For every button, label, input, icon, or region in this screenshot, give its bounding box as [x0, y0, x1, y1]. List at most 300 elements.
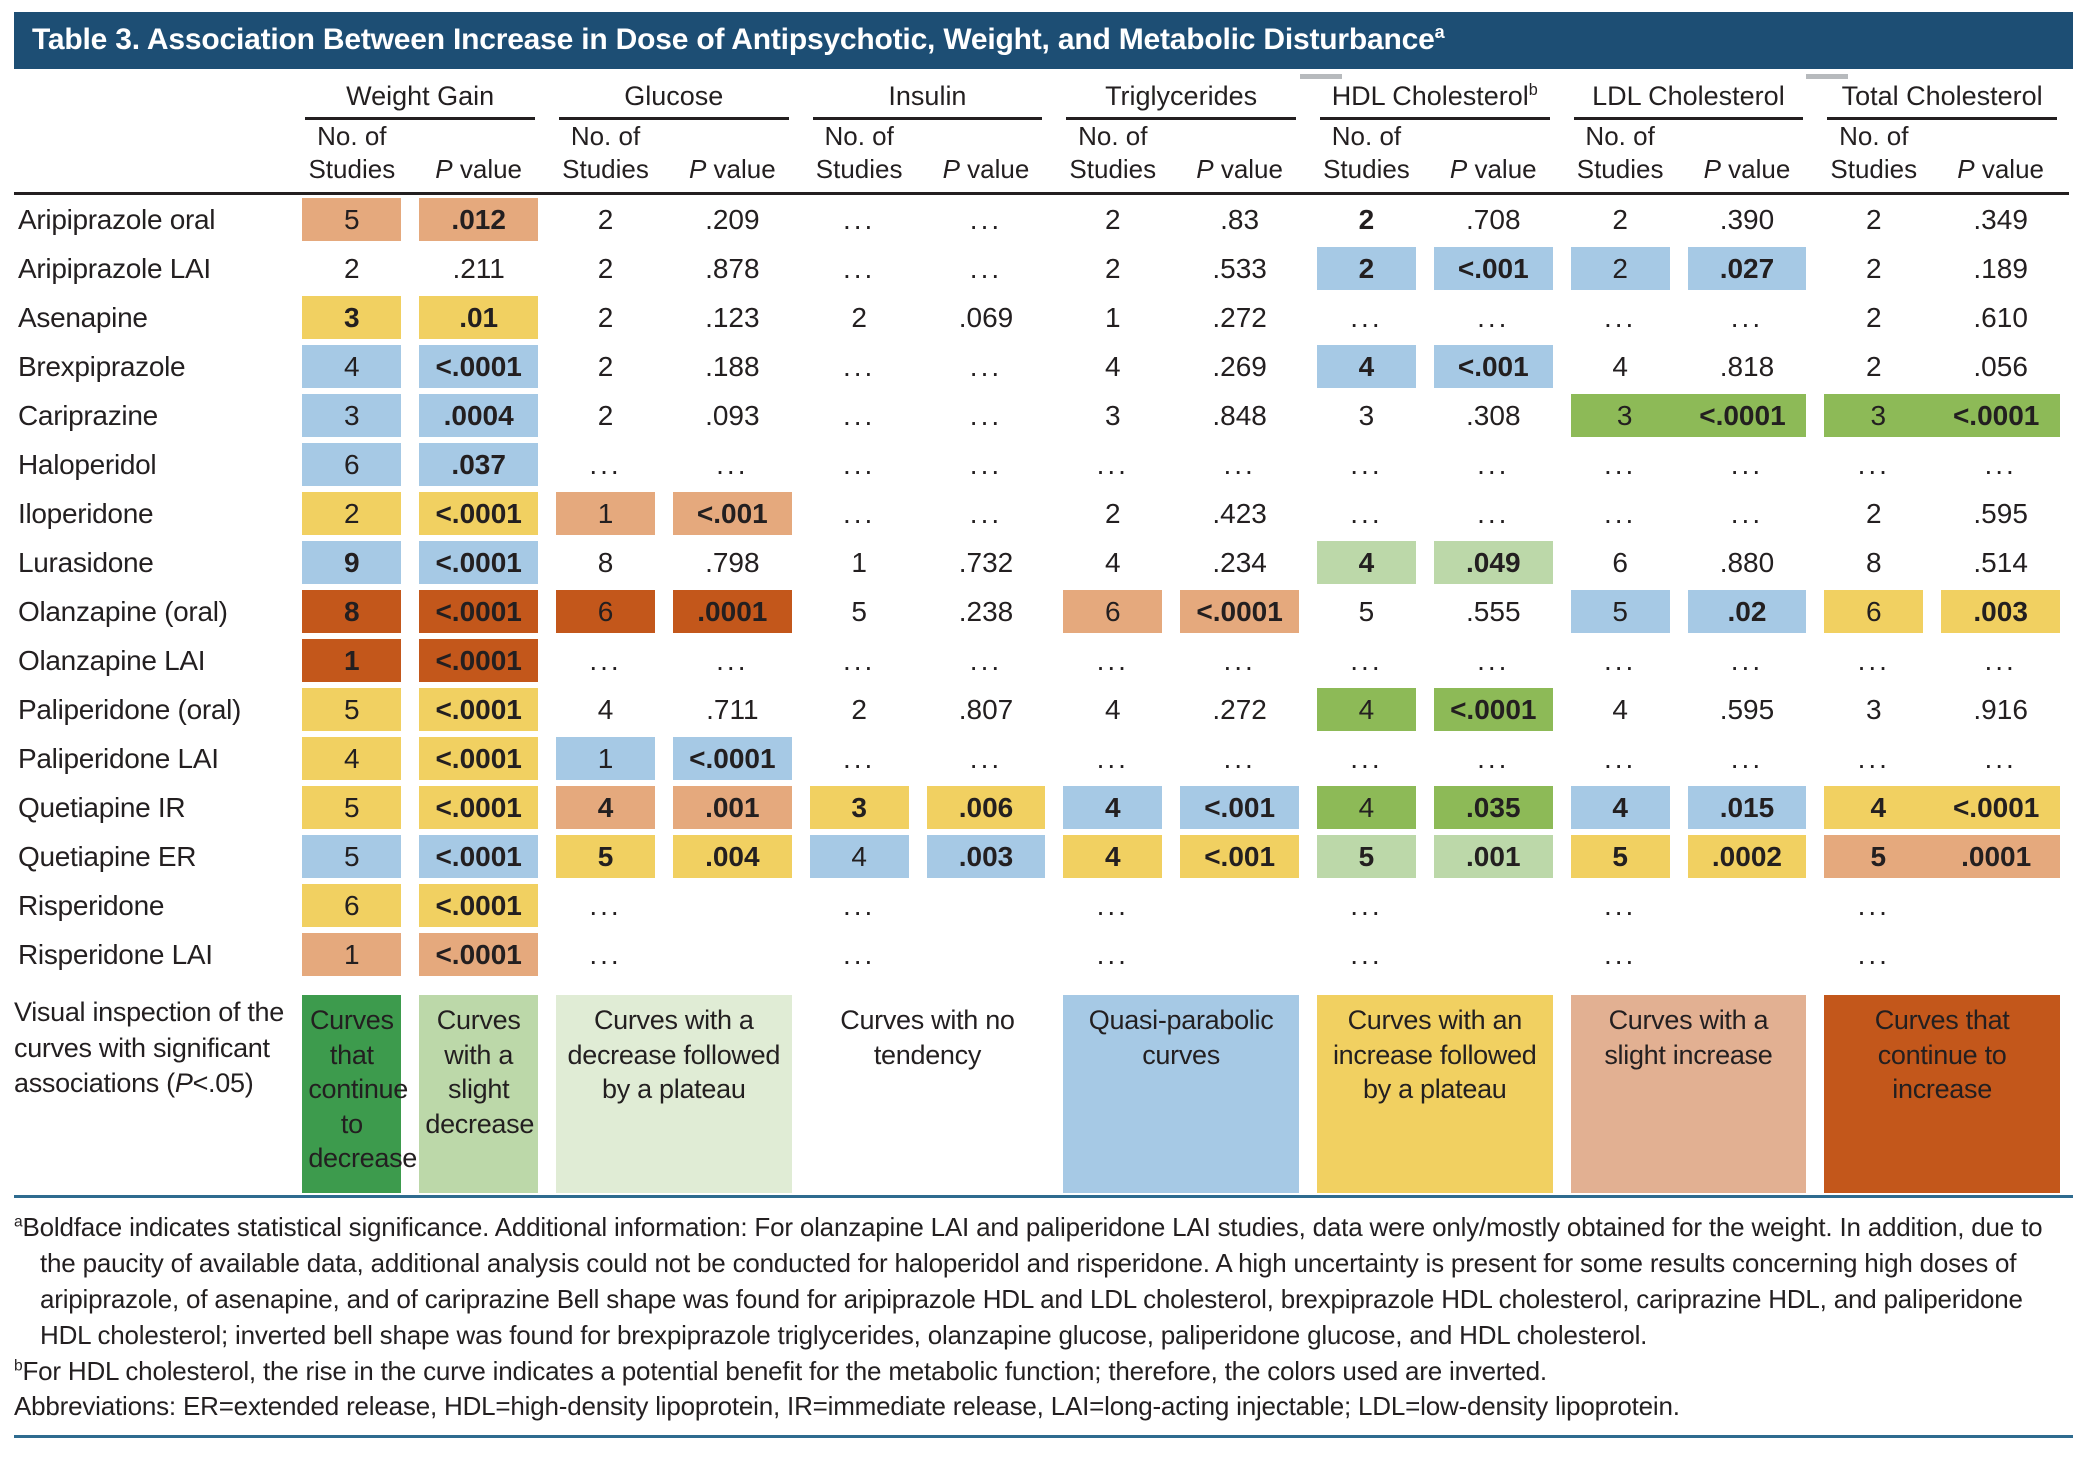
cell-value: <.0001: [1679, 394, 1807, 437]
legend-cell: [410, 979, 547, 1193]
studies-subheader-line2: Studies: [1576, 153, 1664, 184]
data-cell: [664, 440, 801, 489]
pvalue-word: value: [1213, 153, 1283, 184]
cell-value: 8: [302, 590, 401, 633]
data-cell: [664, 587, 801, 636]
group-header-label: [813, 81, 1043, 120]
data-cell: [664, 194, 801, 245]
cell-value: 3: [1824, 394, 1932, 437]
data-cell: [1171, 636, 1308, 685]
legend-box: Curves with an increase followed by a plateau: [1317, 995, 1553, 1193]
artifact-dash-total: [1806, 74, 1848, 79]
pvalue-word: value: [1974, 153, 2045, 184]
data-cell: [1562, 734, 1679, 783]
data-cell: [1425, 489, 1562, 538]
data-cell: [1932, 293, 2069, 342]
cell-value: .093: [705, 400, 760, 431]
data-cell: [1054, 930, 1171, 979]
table-bottom-rule: [14, 1435, 2073, 1438]
cell-value: .83: [1220, 204, 1260, 235]
data-cell: [1054, 587, 1171, 636]
data-cell: [1679, 194, 1816, 245]
corner-blank: [14, 79, 293, 120]
cell-value: ...: [969, 449, 1003, 480]
legend-box: Curves with a slight decrease: [419, 995, 538, 1193]
cell-value: <.0001: [1932, 394, 2060, 437]
studies-subheader: [1308, 120, 1425, 194]
table-row: [14, 930, 2069, 979]
data-cell: [1171, 685, 1308, 734]
data-cell: [1054, 734, 1171, 783]
data-cell: [1425, 685, 1562, 734]
cell-value: .0004: [419, 394, 538, 437]
cell-value: 1: [1105, 302, 1121, 333]
cell-value: <.0001: [419, 933, 538, 976]
cell-value: ...: [1603, 302, 1637, 333]
studies-subheader-line1: No. of: [1585, 121, 1655, 151]
cell-value: ...: [969, 351, 1003, 382]
data-cell: [1562, 194, 1679, 245]
data-cell: [1171, 244, 1308, 293]
cell-value: [1434, 933, 1553, 976]
data-cell: [1932, 440, 2069, 489]
pvalue-word: value: [959, 153, 1030, 184]
footnotes: [14, 1210, 2073, 1425]
cell-value: .848: [1212, 400, 1267, 431]
data-cell: [1679, 832, 1816, 881]
data-cell: [293, 293, 410, 342]
data-cell: [1562, 881, 1679, 930]
cell-value: 3: [1571, 394, 1679, 437]
cell-value: .006: [927, 786, 1046, 829]
data-cell: [1932, 832, 2069, 881]
data-cell: [1308, 440, 1425, 489]
cell-value: 1: [302, 639, 401, 682]
data-cell: [1679, 538, 1816, 587]
data-cell: [1171, 832, 1308, 881]
data-cell: [1562, 489, 1679, 538]
data-cell: [664, 636, 801, 685]
data-cell: [801, 783, 918, 832]
cell-value: ...: [1096, 645, 1129, 676]
cell-value: ...: [1603, 890, 1637, 921]
data-cell: [801, 832, 918, 881]
cell-value: 4: [1612, 694, 1628, 725]
cell-value: ...: [1603, 449, 1637, 480]
cell-value: ...: [1730, 302, 1764, 333]
cell-value: ...: [842, 645, 876, 676]
cell-value: ...: [1477, 498, 1510, 529]
studies-subheader-line2: Studies: [1069, 153, 1157, 184]
data-cell: [547, 832, 664, 881]
group-header-label: [1827, 81, 2057, 120]
data-cell: [547, 685, 664, 734]
data-cell: [1425, 636, 1562, 685]
data-cell: [1054, 293, 1171, 342]
cell-value: 4: [1317, 541, 1416, 584]
data-cell: [293, 440, 410, 489]
table-row: [14, 342, 2069, 391]
studies-subheader: [1562, 120, 1679, 194]
cell-value: .708: [1466, 204, 1521, 235]
drug-name: Paliperidone LAI: [18, 742, 219, 774]
data-cell: [918, 636, 1055, 685]
cell-value: .003: [927, 835, 1046, 878]
data-cell: [801, 194, 918, 245]
cell-value: 4: [1063, 835, 1162, 878]
footnote-abbreviations: Abbreviations: ER=extended release, HDL=high-density lipoprotein, IR=immediate release, LAI=long-acting injectable; LDL=low-density lipoprotein.: [14, 1391, 1680, 1422]
cell-value: <.0001: [1434, 688, 1553, 731]
data-cell: [1932, 489, 2069, 538]
cell-value: .234: [1212, 547, 1267, 578]
pvalue-subheader: [1425, 120, 1562, 194]
cell-value: ...: [716, 645, 749, 676]
cell-value: .390: [1719, 204, 1775, 235]
cell-value: <.0001: [419, 786, 538, 829]
cell-value: 4: [1105, 547, 1121, 578]
data-cell: [547, 538, 664, 587]
data-cell: [547, 930, 664, 979]
data-cell: [1679, 685, 1816, 734]
cell-value: .004: [673, 835, 792, 878]
data-cell: [801, 685, 918, 734]
studies-subheader-line2: Studies: [308, 153, 396, 184]
drug-name: Risperidone: [18, 889, 165, 921]
data-cell: [293, 342, 410, 391]
cell-value: .798: [705, 547, 760, 578]
cell-value: 2: [597, 351, 614, 382]
cell-value: 2: [597, 302, 614, 333]
group-header-label: [559, 81, 789, 120]
cell-value: ...: [1730, 498, 1764, 529]
cell-value: 5: [1571, 835, 1670, 878]
data-cell: [918, 832, 1055, 881]
cell-value: .0001: [1932, 835, 2060, 878]
cell-value: ...: [1984, 449, 2017, 480]
cell-value: .189: [1973, 253, 2028, 284]
data-cell: [664, 244, 801, 293]
pvalue-subheader: [918, 120, 1055, 194]
cell-value: 2: [597, 253, 614, 284]
cell-value: ...: [842, 743, 876, 774]
table-row: [14, 538, 2069, 587]
data-cell: [801, 244, 918, 293]
cell-value: 4: [302, 345, 401, 388]
cell-value: 2: [597, 400, 614, 431]
table-row: [14, 489, 2069, 538]
cell-value: .02: [1688, 590, 1807, 633]
cell-value: .01: [419, 296, 538, 339]
group-header-text: Insulin: [888, 81, 967, 111]
data-cell: [1308, 930, 1425, 979]
studies-subheader-line1: No. of: [570, 121, 641, 151]
cell-value: ...: [969, 400, 1003, 431]
legend-label-pre: Visual inspection of the curves with significant associations (: [14, 997, 284, 1099]
group-header: [1815, 79, 2069, 120]
cell-value: ...: [1477, 449, 1510, 480]
cell-value: ...: [1350, 449, 1383, 480]
data-cell: [1815, 538, 1932, 587]
cell-value: ...: [969, 645, 1003, 676]
cell-value: 5: [851, 596, 867, 627]
studies-subheader-line1: No. of: [824, 121, 894, 151]
data-cell: [547, 636, 664, 685]
cell-value: .037: [419, 443, 538, 486]
cell-value: .069: [958, 302, 1014, 333]
cell-value: <.0001: [419, 492, 538, 535]
cell-value: 2: [1571, 247, 1670, 290]
table-title-bar: [14, 12, 2073, 69]
cell-value: ...: [1857, 743, 1890, 774]
cell-value: 5: [1358, 596, 1375, 627]
data-cell: [293, 391, 410, 440]
group-header: [1308, 79, 1562, 120]
cell-value: 4: [1317, 786, 1416, 829]
drug-name: Quetiapine ER: [18, 840, 197, 872]
data-cell: [801, 440, 918, 489]
cell-value: 4: [810, 835, 909, 878]
data-cell: [293, 832, 410, 881]
data-cell: [1815, 734, 1932, 783]
data-cell: [410, 244, 547, 293]
data-cell: [1308, 489, 1425, 538]
data-cell: [1562, 587, 1679, 636]
table-row: [14, 636, 2069, 685]
group-header-superscript: b: [1528, 81, 1538, 99]
data-cell: [664, 293, 801, 342]
cell-value: 6: [302, 884, 401, 927]
studies-subheader: [1815, 120, 1932, 194]
data-cell: [801, 489, 918, 538]
cell-value: ...: [589, 645, 622, 676]
data-cell: [801, 930, 918, 979]
data-cell: [1679, 881, 1816, 930]
data-cell: [1815, 832, 1932, 881]
data-cell: [1425, 734, 1562, 783]
table-row: [14, 832, 2069, 881]
data-cell: [801, 538, 918, 587]
drug-name: Olanzapine LAI: [18, 644, 206, 676]
data-cell: [1425, 832, 1562, 881]
drug-name: Paliperidone (oral): [18, 693, 242, 725]
footnote-b: [14, 1354, 2073, 1390]
data-cell: [1054, 783, 1171, 832]
data-cell: [1171, 783, 1308, 832]
pvalue-word: value: [706, 153, 776, 184]
pvalue-subheader: [1171, 120, 1308, 194]
cell-value: 2: [1358, 204, 1375, 235]
legend-label-post: <.05): [192, 1068, 254, 1099]
data-cell: [410, 881, 547, 930]
drug-name: Asenapine: [18, 301, 148, 333]
drug-name: Quetiapine IR: [18, 791, 186, 823]
data-cell: [410, 783, 547, 832]
data-cell: [293, 538, 410, 587]
data-cell: [1054, 440, 1171, 489]
cell-value: 2: [1105, 253, 1121, 284]
legend-cell: [801, 979, 1055, 1193]
cell-value: 4: [1612, 351, 1628, 382]
cell-value: 5: [1571, 590, 1670, 633]
studies-subheader: [801, 120, 918, 194]
data-cell: [547, 489, 664, 538]
cell-value: .209: [705, 204, 760, 235]
data-cell: [1171, 293, 1308, 342]
data-cell: [801, 587, 918, 636]
cell-value: 2: [1105, 498, 1121, 529]
data-cell: [547, 244, 664, 293]
cell-value: <.0001: [419, 590, 538, 633]
cell-value: ...: [1223, 743, 1256, 774]
cell-value: ...: [1350, 498, 1383, 529]
data-cell: [547, 734, 664, 783]
cell-value: 8: [1865, 547, 1882, 578]
cell-value: .880: [1719, 547, 1775, 578]
cell-value: ...: [1223, 449, 1256, 480]
data-cell: [1932, 194, 2069, 245]
data-cell: [1308, 685, 1425, 734]
group-header-text: Triglycerides: [1105, 81, 1258, 111]
data-cell: [1562, 440, 1679, 489]
cell-value: 4: [556, 786, 655, 829]
pvalue-p: P: [1957, 153, 1975, 184]
table-row: [14, 293, 2069, 342]
cell-value: ...: [1730, 645, 1764, 676]
cell-value: ...: [842, 449, 876, 480]
cell-value: 4: [1571, 786, 1670, 829]
cell-value: ...: [589, 449, 622, 480]
cell-value: 3: [1105, 400, 1121, 431]
cell-value: ...: [1477, 302, 1510, 333]
data-cell: [664, 881, 801, 930]
data-cell: [1054, 685, 1171, 734]
footnote-a: [14, 1210, 2073, 1354]
data-cell: [547, 391, 664, 440]
cell-value: .012: [419, 198, 538, 241]
studies-subheader-line2: Studies: [562, 153, 649, 184]
table-row: [14, 244, 2069, 293]
data-cell: [918, 342, 1055, 391]
cell-value: .0001: [673, 590, 792, 633]
data-cell: [801, 636, 918, 685]
cell-value: [927, 933, 1046, 976]
data-cell: [918, 194, 1055, 245]
cell-value: .732: [958, 547, 1014, 578]
group-header: [1562, 79, 1816, 120]
legend-box: Quasi-parabolic curves: [1063, 995, 1299, 1193]
legend-bottom-rule: [14, 1195, 2073, 1198]
data-cell: [1562, 342, 1679, 391]
data-cell: [664, 685, 801, 734]
data-cell: [1171, 440, 1308, 489]
drug-name: Iloperidone: [18, 497, 154, 529]
data-cell: [410, 293, 547, 342]
cell-value: .238: [958, 596, 1014, 627]
cell-value: 4: [1317, 345, 1416, 388]
pvalue-subheader: [664, 120, 801, 194]
data-cell: [918, 881, 1055, 930]
cell-value: 2: [1612, 204, 1628, 235]
data-cell: [1054, 881, 1171, 930]
data-cell: [664, 832, 801, 881]
data-cell: [1679, 391, 1816, 440]
data-cell: [1054, 489, 1171, 538]
data-cell: [1171, 194, 1308, 245]
cell-value: [1941, 884, 2060, 927]
data-cell: [1679, 930, 1816, 979]
data-cell: [1425, 342, 1562, 391]
data-cell: [918, 734, 1055, 783]
table-row: [14, 685, 2069, 734]
data-cell: [1815, 194, 1932, 245]
cell-value: .272: [1212, 694, 1267, 725]
cell-value: 4: [1824, 786, 1932, 829]
data-cell: [1815, 440, 1932, 489]
cell-value: ...: [1603, 498, 1637, 529]
data-cell: [1562, 293, 1679, 342]
association-table: [14, 79, 2069, 1193]
legend-cell: [293, 979, 417, 1193]
data-cell: [410, 440, 547, 489]
legend-box: Curves that continue to increase: [1824, 995, 2060, 1193]
data-cell: [1308, 538, 1425, 587]
cell-value: .595: [1973, 498, 2028, 529]
cell-value: .269: [1212, 351, 1267, 382]
pvalue-p: P: [942, 153, 960, 184]
studies-subheader-line2: Studies: [1323, 153, 1410, 184]
table-title: Table 3. Association Between Increase in Dose of Antipsychotic, Weight, and Metabolic Disturbance: [32, 23, 1435, 56]
data-cell: [1932, 587, 2069, 636]
table-row: [14, 783, 2069, 832]
cell-value: ...: [1984, 645, 2017, 676]
cell-value: 2: [1865, 498, 1882, 529]
studies-subheader-line1: No. of: [1839, 121, 1909, 151]
data-cell: [1562, 391, 1679, 440]
cell-value: ...: [1857, 890, 1890, 921]
data-cell: [410, 538, 547, 587]
cell-value: ...: [1096, 939, 1129, 970]
legend-cell: [1815, 979, 2069, 1193]
data-cell: [1171, 587, 1308, 636]
studies-subheader-line2: Studies: [1830, 153, 1918, 184]
cell-value: <.0001: [419, 884, 538, 927]
pvalue-word: value: [1720, 153, 1791, 184]
cell-value: ...: [969, 253, 1003, 284]
cell-value: ...: [1730, 743, 1764, 774]
pvalue-subheader: [410, 120, 547, 194]
cell-value: ...: [842, 400, 876, 431]
subheader-row: [14, 120, 2069, 194]
drug-name: Aripiprazole oral: [18, 203, 216, 235]
data-cell: [1308, 734, 1425, 783]
cell-value: [1688, 884, 1807, 927]
data-cell: [293, 783, 410, 832]
data-cell: [293, 636, 410, 685]
data-cell: [1679, 734, 1816, 783]
data-cell: [1679, 244, 1816, 293]
data-cell: [801, 734, 918, 783]
cell-value: 1: [556, 737, 655, 780]
pvalue-subheader: [1932, 120, 2069, 194]
cell-value: ...: [589, 939, 622, 970]
cell-value: .272: [1212, 302, 1267, 333]
data-cell: [547, 194, 664, 245]
drug-name: Haloperidol: [18, 448, 157, 480]
data-cell: [1171, 489, 1308, 538]
cell-value: <.0001: [419, 639, 538, 682]
data-cell: [1425, 587, 1562, 636]
table-row: [14, 194, 2069, 245]
